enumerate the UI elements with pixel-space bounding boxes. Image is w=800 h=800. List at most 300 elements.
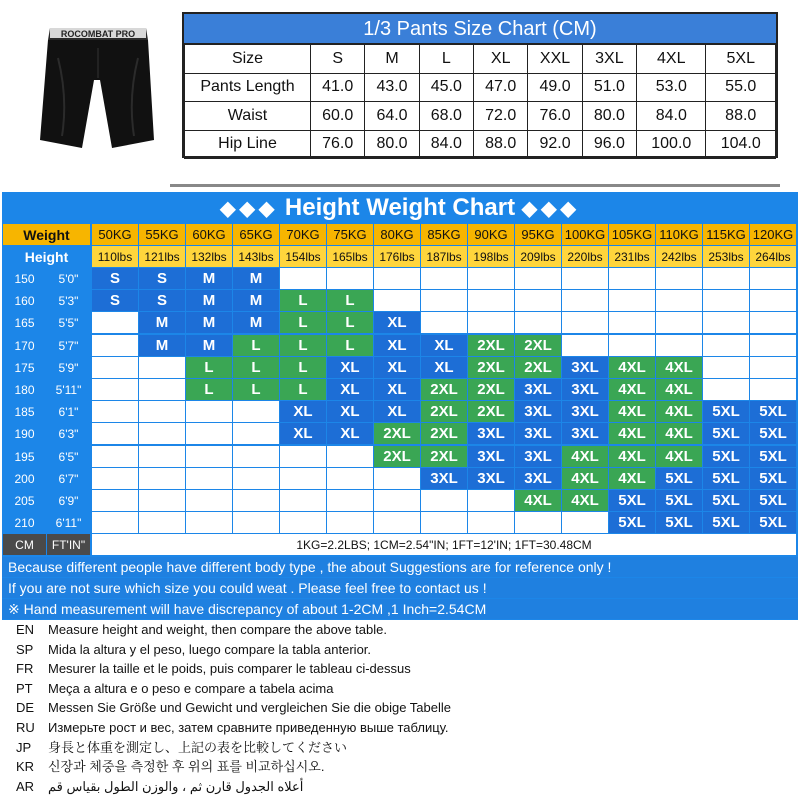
size-cell: S	[92, 268, 138, 289]
size-cell: M	[233, 312, 279, 333]
empty-cell	[92, 357, 138, 378]
empty-cell	[750, 312, 796, 333]
size-cell: 2XL	[468, 379, 514, 400]
pants-chart-title: 1/3 Pants Size Chart (CM)	[184, 14, 776, 44]
weight-kg-header: 90KG	[468, 224, 514, 245]
language-text: Messen Sie Größe und Gewicht und vergleichen Sie die obige Tabelle	[48, 700, 451, 716]
height-cm: 210	[3, 512, 46, 533]
size-cell: 4XL	[656, 446, 702, 467]
size-cell: S	[139, 268, 185, 289]
size-cell: 4XL	[609, 468, 655, 489]
language-code: RU	[16, 720, 35, 735]
weight-kg-header: 55KG	[139, 224, 185, 245]
weight-kg-header: 80KG	[374, 224, 420, 245]
height-ft: 5'11"	[47, 379, 90, 400]
size-cell: 5XL	[703, 446, 749, 467]
size-cell: 4XL	[609, 401, 655, 422]
language-line	[0, 757, 800, 776]
weight-kg-header: 85KG	[421, 224, 467, 245]
size-cell: 5XL	[703, 401, 749, 422]
weight-lbs-header: 165lbs	[327, 246, 373, 267]
size-cell: 2XL	[468, 335, 514, 356]
empty-cell	[186, 512, 232, 533]
size-cell: 3XL	[468, 468, 514, 489]
empty-cell	[468, 512, 514, 533]
weight-lbs-header: 198lbs	[468, 246, 514, 267]
divider	[170, 184, 780, 187]
height-cm: 200	[3, 468, 46, 489]
language-line	[0, 640, 800, 659]
pants-cell: 43.0	[365, 73, 419, 102]
size-cell: 3XL	[515, 423, 561, 444]
height-ft: 5'7"	[47, 335, 90, 356]
empty-cell	[233, 401, 279, 422]
size-cell: M	[233, 268, 279, 289]
size-cell: S	[139, 290, 185, 311]
empty-cell	[374, 268, 420, 289]
empty-cell	[468, 490, 514, 511]
empty-cell	[374, 490, 420, 511]
pants-cell: 41.0	[311, 73, 365, 102]
empty-cell	[609, 290, 655, 311]
empty-cell	[656, 290, 702, 311]
empty-cell	[609, 268, 655, 289]
language-instructions	[0, 620, 800, 798]
size-cell: 4XL	[562, 446, 608, 467]
pants-cell: 88.0	[474, 130, 528, 159]
compression-shorts-illustration	[28, 8, 168, 158]
weight-lbs-header: 231lbs	[609, 246, 655, 267]
size-cell: 4XL	[562, 490, 608, 511]
size-cell: L	[233, 379, 279, 400]
height-ft: 5'9"	[47, 357, 90, 378]
height-cm: 190	[3, 423, 46, 444]
pants-cell: 100.0	[637, 130, 706, 159]
empty-cell	[515, 312, 561, 333]
empty-cell	[562, 335, 608, 356]
size-cell: L	[280, 290, 326, 311]
size-cell: S	[92, 290, 138, 311]
size-cell: 4XL	[609, 446, 655, 467]
pants-cell: 72.0	[474, 102, 528, 131]
note-measurement-discrepancy: ※ Hand measurement will have discrepancy of about 1-2CM ,1 Inch=2.54CM	[2, 599, 798, 619]
size-cell: M	[186, 268, 232, 289]
height-ft: 6'11"	[47, 512, 90, 533]
pants-cell: 5XL	[706, 45, 776, 74]
size-cell: 3XL	[515, 401, 561, 422]
empty-cell	[139, 490, 185, 511]
size-cell: XL	[280, 401, 326, 422]
language-code: FR	[16, 661, 34, 677]
height-weight-grid	[2, 192, 798, 620]
size-cell: XL	[327, 379, 373, 400]
pants-size-chart	[182, 12, 778, 158]
empty-cell	[139, 468, 185, 489]
waistband-text: ROCOMBAT PRO	[60, 29, 136, 39]
footer-cm-label: CM	[3, 534, 46, 555]
language-text: Meça a altura e o peso e compare a tabela acima	[48, 680, 334, 696]
pants-row-label: Hip Line	[185, 130, 311, 159]
pants-cell: 80.0	[582, 102, 636, 131]
empty-cell	[139, 423, 185, 444]
pants-cell: 55.0	[706, 73, 776, 102]
size-cell: M	[233, 290, 279, 311]
weight-kg-header: 95KG	[515, 224, 561, 245]
size-cell: M	[139, 312, 185, 333]
size-cell: 4XL	[609, 423, 655, 444]
size-cell: XL	[421, 357, 467, 378]
height-cm: 185	[3, 401, 46, 422]
size-cell: XL	[374, 357, 420, 378]
weight-kg-header: 75KG	[327, 224, 373, 245]
size-cell: 5XL	[750, 423, 796, 444]
language-line	[0, 659, 800, 678]
weight-kg-header: 50KG	[92, 224, 138, 245]
empty-cell	[562, 312, 608, 333]
language-code: PT	[16, 680, 33, 696]
size-cell: 2XL	[374, 446, 420, 467]
size-cell: 5XL	[703, 423, 749, 444]
size-cell: L	[233, 357, 279, 378]
empty-cell	[562, 268, 608, 289]
empty-cell	[750, 379, 796, 400]
empty-cell	[656, 312, 702, 333]
pants-header-row	[185, 45, 776, 74]
empty-cell	[703, 268, 749, 289]
size-cell: L	[280, 357, 326, 378]
weight-lbs-header: 176lbs	[374, 246, 420, 267]
empty-cell	[327, 446, 373, 467]
empty-cell	[92, 512, 138, 533]
size-cell: M	[186, 312, 232, 333]
empty-cell	[750, 268, 796, 289]
height-ft: 6'3"	[47, 423, 90, 444]
size-cell: 5XL	[750, 446, 796, 467]
size-cell: L	[186, 357, 232, 378]
size-cell: 4XL	[656, 423, 702, 444]
height-ft: 6'7"	[47, 468, 90, 489]
language-text: Измерьте рост и вес, затем сравните приведенную выше таблицу.	[48, 720, 449, 735]
height-cm: 150	[3, 268, 46, 289]
height-cm: 195	[3, 446, 46, 467]
empty-cell	[421, 268, 467, 289]
size-cell: 3XL	[515, 446, 561, 467]
size-cell: 5XL	[703, 512, 749, 533]
size-cell: 3XL	[562, 379, 608, 400]
weight-kg-header: 120KG	[750, 224, 796, 245]
conversion-note: 1KG=2.2LBS; 1CM=2.54"IN; 1FT=12'IN; 1FT=30.48CM	[92, 534, 796, 555]
empty-cell	[703, 379, 749, 400]
weight-kg-header: 115KG	[703, 224, 749, 245]
empty-cell	[562, 290, 608, 311]
empty-cell	[92, 379, 138, 400]
weight-lbs-header: 187lbs	[421, 246, 467, 267]
empty-cell	[92, 423, 138, 444]
diamond-icons-left: ◆◆◆	[220, 198, 279, 220]
size-cell: 2XL	[421, 379, 467, 400]
size-cell: 2XL	[468, 357, 514, 378]
pants-cell: 80.0	[365, 130, 419, 159]
footer-ft-label: FT'IN"	[47, 534, 90, 555]
size-cell: XL	[421, 335, 467, 356]
size-cell: 2XL	[374, 423, 420, 444]
hw-chart-title: Height Weight Chart	[284, 194, 516, 221]
empty-cell	[186, 490, 232, 511]
pants-cell: 64.0	[365, 102, 419, 131]
size-cell: L	[327, 335, 373, 356]
language-line	[0, 679, 800, 698]
pants-cell: 60.0	[311, 102, 365, 131]
empty-cell	[92, 446, 138, 467]
size-cell: 3XL	[515, 468, 561, 489]
empty-cell	[186, 423, 232, 444]
empty-cell	[656, 335, 702, 356]
empty-cell	[562, 512, 608, 533]
language-text: Mida la altura y el peso, luego compare la tabla anterior.	[48, 641, 372, 657]
pants-cell: 88.0	[706, 102, 776, 131]
empty-cell	[515, 512, 561, 533]
size-cell: L	[280, 312, 326, 333]
pants-cell: L	[419, 45, 473, 74]
size-cell: XL	[327, 401, 373, 422]
empty-cell	[468, 290, 514, 311]
pants-cell: 84.0	[637, 102, 706, 131]
empty-cell	[609, 335, 655, 356]
language-line	[0, 698, 800, 717]
pants-row-label: Pants Length	[185, 73, 311, 102]
language-line	[0, 738, 800, 757]
height-ft: 6'5"	[47, 446, 90, 467]
size-cell: 3XL	[515, 379, 561, 400]
empty-cell	[233, 423, 279, 444]
size-cell: 3XL	[468, 423, 514, 444]
language-text: أعلاه الجدول قارن ثم ، والوزن الطول بقياس قم	[48, 778, 304, 794]
product-image	[28, 8, 168, 158]
pants-cell: XL	[474, 45, 528, 74]
empty-cell	[703, 312, 749, 333]
pants-cell: 92.0	[528, 130, 582, 159]
pants-row	[185, 73, 776, 102]
size-cell: 3XL	[562, 423, 608, 444]
size-cell: M	[186, 290, 232, 311]
size-cell: XL	[374, 312, 420, 333]
empty-cell	[139, 512, 185, 533]
language-code: DE	[16, 700, 35, 716]
size-cell: 2XL	[468, 401, 514, 422]
size-cell: 4XL	[656, 357, 702, 378]
pants-cell: 51.0	[582, 73, 636, 102]
size-cell: 2XL	[421, 446, 467, 467]
size-cell: 5XL	[656, 490, 702, 511]
empty-cell	[374, 290, 420, 311]
note-contact-us: If you are not sure which size you could weat . Please feel free to contact us !	[2, 578, 798, 598]
size-cell: L	[233, 335, 279, 356]
empty-cell	[92, 335, 138, 356]
size-cell: 4XL	[656, 401, 702, 422]
height-weight-chart	[2, 192, 798, 620]
size-cell: 5XL	[750, 468, 796, 489]
pants-cell: 53.0	[637, 73, 706, 102]
height-cm: 180	[3, 379, 46, 400]
pants-row-label: Size	[185, 45, 311, 74]
size-cell: 4XL	[515, 490, 561, 511]
size-cell: 2XL	[515, 357, 561, 378]
size-cell: L	[327, 290, 373, 311]
height-cm: 175	[3, 357, 46, 378]
size-cell: L	[280, 379, 326, 400]
size-cell: XL	[327, 423, 373, 444]
empty-cell	[280, 268, 326, 289]
pants-cell: 4XL	[637, 45, 706, 74]
empty-cell	[92, 401, 138, 422]
empty-cell	[374, 468, 420, 489]
empty-cell	[280, 490, 326, 511]
pants-cell: 104.0	[706, 130, 776, 159]
size-cell: 2XL	[421, 401, 467, 422]
empty-cell	[327, 490, 373, 511]
weight-lbs-header: 143lbs	[233, 246, 279, 267]
height-cm: 165	[3, 312, 46, 333]
empty-cell	[421, 312, 467, 333]
weight-lbs-header: 154lbs	[280, 246, 326, 267]
pants-cell: 76.0	[528, 102, 582, 131]
size-cell: XL	[374, 401, 420, 422]
empty-cell	[139, 379, 185, 400]
empty-cell	[233, 512, 279, 533]
pants-row	[185, 130, 776, 159]
size-cell: 5XL	[656, 468, 702, 489]
size-cell: 5XL	[703, 468, 749, 489]
empty-cell	[186, 468, 232, 489]
size-cell: 5XL	[609, 512, 655, 533]
language-code: EN	[16, 622, 35, 637]
empty-cell	[421, 290, 467, 311]
size-cell: 4XL	[609, 379, 655, 400]
empty-cell	[468, 268, 514, 289]
empty-cell	[750, 290, 796, 311]
weight-kg-header: 60KG	[186, 224, 232, 245]
size-cell: 3XL	[421, 468, 467, 489]
empty-cell	[327, 468, 373, 489]
empty-cell	[468, 312, 514, 333]
size-cell: M	[186, 335, 232, 356]
empty-cell	[656, 268, 702, 289]
size-cell: 5XL	[750, 512, 796, 533]
pants-cell: 96.0	[582, 130, 636, 159]
empty-cell	[327, 268, 373, 289]
height-ft: 5'5"	[47, 312, 90, 333]
height-label: Height	[3, 246, 90, 267]
empty-cell	[421, 490, 467, 511]
language-line	[0, 777, 800, 796]
weight-lbs-header: 110lbs	[92, 246, 138, 267]
weight-lbs-header: 264lbs	[750, 246, 796, 267]
weight-lbs-header: 132lbs	[186, 246, 232, 267]
empty-cell	[233, 446, 279, 467]
height-ft: 5'3"	[47, 290, 90, 311]
language-code: AR	[16, 778, 35, 794]
height-ft: 6'1"	[47, 401, 90, 422]
size-cell: XL	[280, 423, 326, 444]
size-cell: 5XL	[750, 490, 796, 511]
empty-cell	[233, 490, 279, 511]
empty-cell	[703, 335, 749, 356]
empty-cell	[515, 290, 561, 311]
size-cell: L	[280, 335, 326, 356]
weight-kg-header: 105KG	[609, 224, 655, 245]
language-text: Mesurer la taille et le poids, puis comparer le tableau ci-dessus	[48, 661, 411, 677]
empty-cell	[139, 446, 185, 467]
pants-size-table	[184, 44, 776, 159]
empty-cell	[703, 357, 749, 378]
weight-lbs-header: 220lbs	[562, 246, 608, 267]
hw-chart-title-row	[2, 192, 798, 222]
empty-cell	[750, 357, 796, 378]
height-cm: 205	[3, 490, 46, 511]
weight-lbs-header: 253lbs	[703, 246, 749, 267]
weight-lbs-header: 242lbs	[656, 246, 702, 267]
language-line	[0, 620, 800, 639]
empty-cell	[327, 512, 373, 533]
empty-cell	[515, 268, 561, 289]
pants-row	[185, 102, 776, 131]
pants-cell: 76.0	[311, 130, 365, 159]
size-cell: XL	[374, 335, 420, 356]
empty-cell	[186, 446, 232, 467]
pants-cell: 47.0	[474, 73, 528, 102]
size-cell: 2XL	[421, 423, 467, 444]
language-code: JP	[16, 739, 32, 755]
empty-cell	[280, 446, 326, 467]
language-text: 신장과 체중을 측정한 후 위의 표를 비교하십시오.	[48, 759, 325, 775]
pants-cell: 68.0	[419, 102, 473, 131]
size-cell: L	[186, 379, 232, 400]
weight-kg-header: 110KG	[656, 224, 702, 245]
size-cell: XL	[374, 379, 420, 400]
empty-cell	[750, 335, 796, 356]
empty-cell	[92, 312, 138, 333]
size-cell: L	[327, 312, 373, 333]
pants-cell: M	[365, 45, 419, 74]
pants-cell: XXL	[528, 45, 582, 74]
size-cell: 3XL	[562, 401, 608, 422]
height-cm: 160	[3, 290, 46, 311]
empty-cell	[280, 468, 326, 489]
size-cell: 4XL	[562, 468, 608, 489]
empty-cell	[92, 490, 138, 511]
diamond-icons-right: ◆◆◆	[521, 198, 580, 220]
empty-cell	[374, 512, 420, 533]
empty-cell	[186, 401, 232, 422]
weight-kg-header: 70KG	[280, 224, 326, 245]
empty-cell	[609, 312, 655, 333]
height-cm: 170	[3, 335, 46, 356]
weight-label: Weight	[3, 224, 90, 245]
size-cell: 4XL	[656, 379, 702, 400]
size-cell: M	[139, 335, 185, 356]
language-text: Measure height and weight, then compare the above table.	[48, 622, 387, 637]
note-reference-only: Because different people have different body type , the about Suggestions are for reference only !	[2, 557, 798, 577]
weight-kg-header: 65KG	[233, 224, 279, 245]
empty-cell	[139, 401, 185, 422]
empty-cell	[421, 512, 467, 533]
size-cell: 3XL	[468, 446, 514, 467]
language-code: SP	[16, 641, 34, 657]
empty-cell	[703, 290, 749, 311]
height-ft: 5'0"	[47, 268, 90, 289]
size-cell: 5XL	[750, 401, 796, 422]
pants-cell: 45.0	[419, 73, 473, 102]
